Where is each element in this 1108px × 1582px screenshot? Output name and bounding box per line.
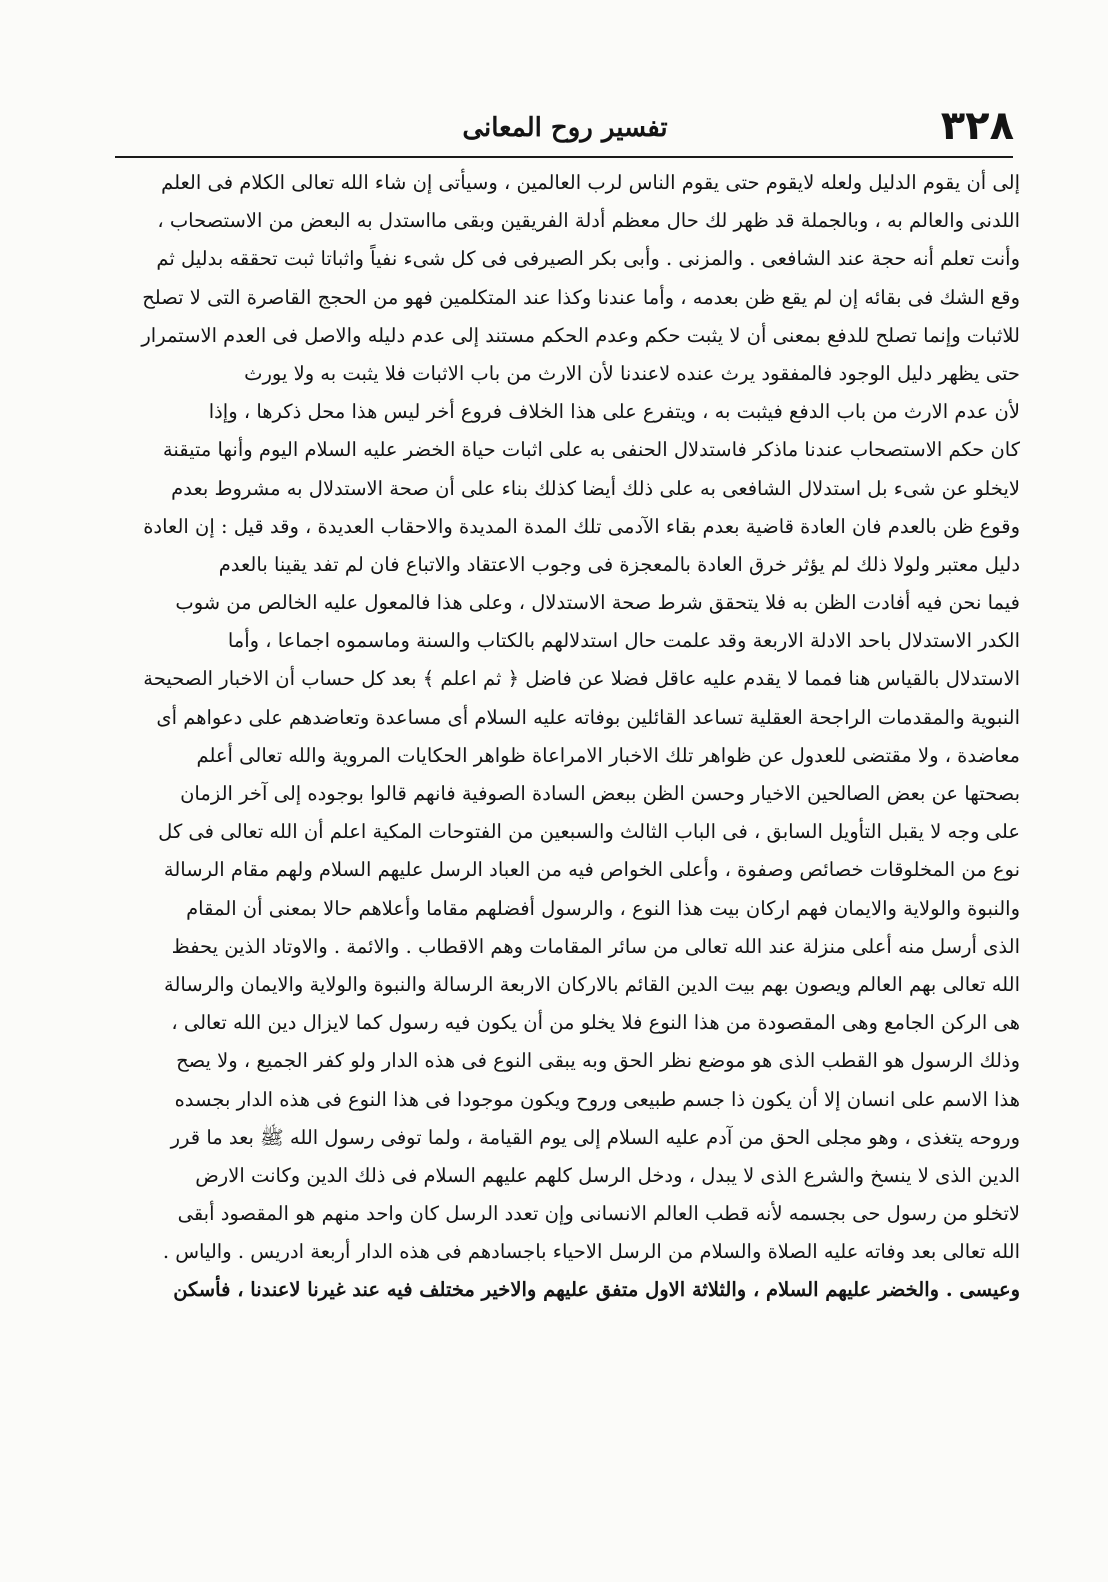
- text-line: وقوع ظن بالعدم فان العادة قاضية بعدم بقاء الآدمى تلك المدة المديدة والاحقاب العديدة ، وقد قيل : إن العادة: [143, 514, 1020, 538]
- text-line: على وجه لا يقبل التأويل السابق ، فى الباب الثالث والسبعين من الفتوحات المكية اعلم أن الله تعالى فى كل: [158, 820, 1020, 844]
- page-header: [110, 100, 1020, 156]
- text-line: اللدنى والعالم به ، وبالجملة قد ظهر لك حال معظم أدلة الفريقين وبقى مااستدل به البعض من الاستصحاب ،: [157, 209, 1020, 233]
- body-text: [106, 164, 1020, 1310]
- text-line: وقع الشك فى بقائه إن لم يقع ظن بعدمه ، وأما عندنا وكذا عند المتكلمين فهو من الحجج القاصرة التى لا تصلح: [142, 285, 1020, 309]
- text-line: هذا الاسم على انسان إلا أن يكون ذا جسم طبيعى وروح ويكون موجودا فى هذا النوع فى هذه الدار بجسده: [174, 1087, 1020, 1111]
- text-line: فيما نحن فيه أفادت الظن به فلا يتحقق شرط صحة الاستدلال ، وعلى هذا فالمعول عليه الخالص من شوب: [175, 591, 1020, 615]
- text-line: لأن عدم الارث من باب الدفع فيثبت به ، ويتفرع على هذا الخلاف فروع أخر ليس هذا محل ذكرها ، وإذا: [208, 400, 1020, 424]
- text-line: للاثبات وإنما تصلح للدفع بمعنى أن لا يثبت حكم وعدم الحكم مستند إلى عدم دليله والاصل فى العدم الاستمرار: [141, 323, 1020, 347]
- text-line: النبوية والمقدمات الراجحة العقلية تساعد القائلين بوفاته عليه السلام أى مساعدة وتعاضدهم على دعواهم أى: [156, 705, 1020, 729]
- text-line: بصحتها عن بعض الصالحين الاخيار وحسن الظن ببعض السادة الصوفية فانهم قالوا بوجوده إلى آخر الزمان: [180, 782, 1020, 805]
- running-title: تفسير روح المعانى: [462, 113, 668, 143]
- text-line: كان حكم الاستصحاب عندنا ماذكر فاستدلال الحنفى به على اثبات حياة الخضر عليه السلام اليوم وأنها متيقنة: [162, 438, 1020, 462]
- text-line: هى الركن الجامع وهى المقصودة من هذا النوع فلا يخلو من أن يكون فيه رسول كما لايزال دين الله تعالى ،: [171, 1011, 1020, 1035]
- text-line: الدين الذى لا ينسخ والشرع الذى لا يبدل ، ودخل الرسل كلهم عليهم السلام فى ذلك الدين وكانت الارض: [195, 1163, 1020, 1187]
- text-line: وروحه يتغذى ، وهو مجلى الحق من آدم عليه السلام إلى يوم القيامة ، ولما توفى رسول الله ﷺ بعد ما قرر: [170, 1125, 1020, 1149]
- text-line: نوع من المخلوقات خصائص وصفوة ، وأعلى الخواص فيه من العباد الرسل عليهم السلام ولهم مقام الرسالة: [163, 858, 1020, 882]
- text-line: معاضدة ، ولا مقتضى للعدول عن ظواهر تلك الاخبار الامراعاة ظواهر الحكايات المروية والله تعالى أعلم: [196, 743, 1020, 767]
- text-line: الذى أرسل منه أعلى منزلة عند الله تعالى من سائر المقامات وهم الاقطاب . والائمة . والاوتاد الذين يحفظ: [171, 934, 1020, 958]
- page-number: ٣٢٨: [940, 103, 1014, 149]
- text-line: وعيسى . والخضر عليهم السلام ، والثلاثة الاول متفق عليهم والاخير مختلف فيه عند غيرنا لاعندنا ، فأسكن: [173, 1278, 1020, 1302]
- text-line: الاستدلال بالقياس هنا فمما لا يقدم عليه عاقل فضلا عن فاضل ﴿ ثم اعلم ﴾ بعد كل حساب أن الاخبار الصحيحة: [143, 667, 1020, 691]
- header-rule: [115, 156, 1013, 158]
- text-line: وأنت تعلم أنه حجة عند الشافعى . والمزنى . وأبى بكر الصيرفى فى كل شىء نفياً واثباتا ثبت تحققه بدليل ثم: [156, 247, 1020, 271]
- text-line: دليل معتبر ولولا ذلك لم يؤثر خرق العادة بالمعجزة فى وجوب الاعتقاد والاتباع فان لم تفد يقينا بالعدم: [218, 552, 1020, 576]
- text-line: وذلك الرسول هو القطب الذى هو موضع نظر الحق وبه يبقى النوع فى هذه الدار ولو كفر الجميع ، ولا يصح: [176, 1049, 1020, 1073]
- text-line: والنبوة والولاية والايمان فهم اركان بيت هذا النوع ، والرسول أفضلهم مقاما وأعلاهم حالا بمعنى أن المقام: [186, 896, 1020, 920]
- text-line: الله تعالى بعد وفاته عليه الصلاة والسلام من الرسل الاحياء باجسادهم فى هذه الدار أربعة ادريس . والياس .: [162, 1240, 1020, 1264]
- text-line: إلى أن يقوم الدليل ولعله لايقوم حتى يقوم الناس لرب العالمين ، وسيأتى إن شاء الله تعالى الكلام فى العلم: [161, 171, 1020, 194]
- text-line: لايخلو عن شىء بل استدلال الشافعى به على ذلك أيضا كذلك بناء على أن صحة الاستدلال به مشروط بعدم: [171, 476, 1020, 500]
- text-line: الله تعالى بهم العالم ويصون بهم بيت الدين القائم بالاركان الاربعة الرسالة والنبوة والولاية والايمان والرسالة: [164, 972, 1020, 996]
- text-line: الكدر الاستدلال باحد الادلة الاربعة وقد علمت حال استدلالهم بالكتاب والسنة وماسموه اجماعا ، وأما: [227, 629, 1020, 653]
- text-line: حتى يظهر دليل الوجود فالمفقود يرث عنده لاعندنا لأن الارث من باب الاثبات فلا يثبت به ولا يورث: [244, 361, 1020, 385]
- text-line: لاتخلو من رسول حى بجسمه لأنه قطب العالم الانسانى وإن تعدد الرسل كان واحد منهم هو المقصود أبقى: [177, 1202, 1020, 1226]
